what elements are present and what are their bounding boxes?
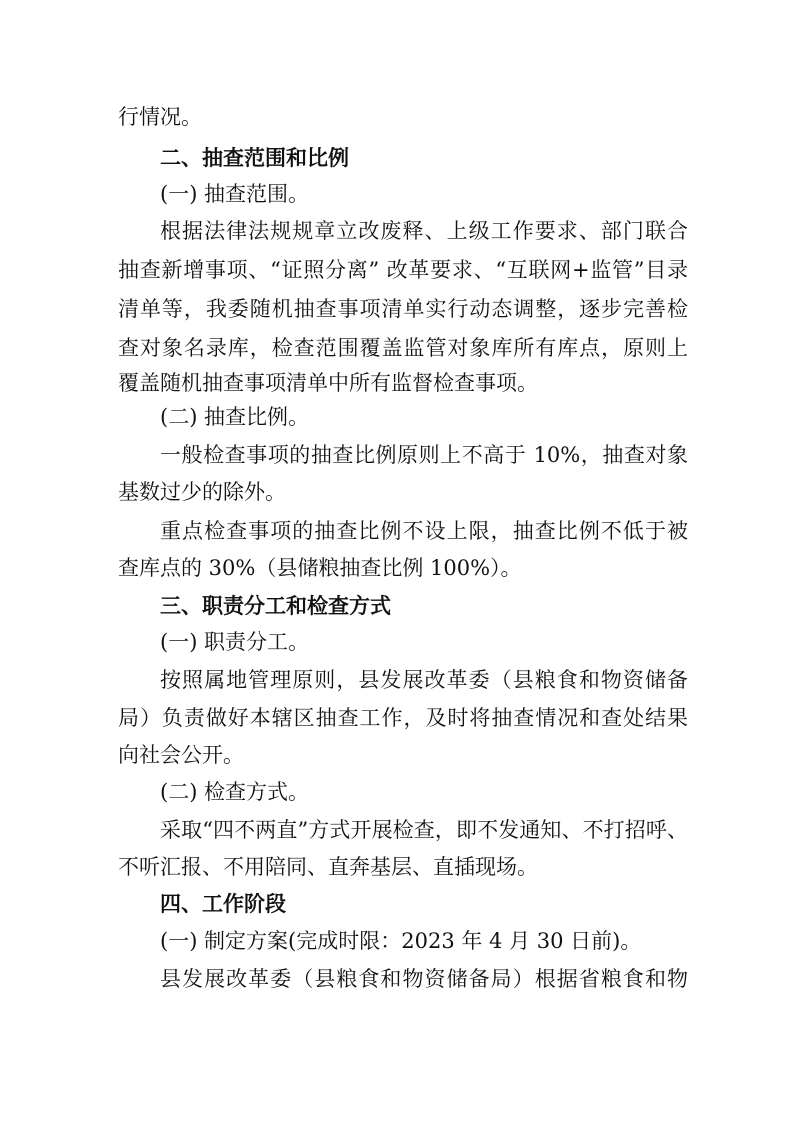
paragraph-continuation: 行情况。 [118, 105, 202, 129]
paragraph-line: 局）负责做好本辖区抽查工作，及时将抽查情况和查处结果 [118, 706, 688, 730]
paragraph-line: 重点检查事项的抽查比例不设上限，抽查比例不低于被 [160, 519, 688, 543]
paragraph-line: 不听汇报、不用陪同、直奔基层、直插现场。 [118, 855, 538, 879]
paragraph-line: 清单等，我委随机抽查事项清单实行动态调整，逐步完善检 [118, 297, 688, 321]
subsection-heading: (一) 抽查范围。 [160, 182, 310, 206]
paragraph-line: 查对象名录库，检查范围覆盖监管对象库所有库点，原则上 [118, 336, 688, 360]
paragraph-line: 采取“四不两直”方式开展检查，即不发通知、不打招呼、 [160, 818, 688, 842]
paragraph-line: 覆盖随机抽查事项清单中所有监督检查事项。 [118, 371, 538, 395]
paragraph-line: 向社会公开。 [118, 743, 244, 767]
subsection-heading: (二) 检查方式。 [160, 780, 310, 804]
paragraph-line: 一般检查事项的抽查比例原则上不高于 10%，抽查对象 [160, 443, 688, 467]
subsection-heading: (一) 职责分工。 [160, 630, 310, 654]
paragraph-line: 基数过少的除外。 [118, 480, 286, 504]
paragraph-line: 根据法律法规规章立改废释、上级工作要求、部门联合 [160, 219, 688, 243]
paragraph-line: 查库点的 30%（县储粮抽查比例 100%）。 [118, 556, 522, 580]
section-heading-2: 二、抽查范围和比例 [160, 146, 349, 170]
section-heading-3: 三、职责分工和检查方式 [160, 594, 391, 618]
paragraph-line: 县发展改革委（县粮食和物资储备局）根据省粮食和物 [160, 967, 688, 991]
paragraph-line: 抽查新增事项、“证照分离” 改革要求、“互联网+监管”目录 [118, 258, 688, 282]
paragraph-line: 按照属地管理原则，县发展改革委（县粮食和物资储备 [160, 668, 688, 692]
subsection-heading: (一) 制定方案(完成时限：2023 年 4 月 30 日前)。 [160, 929, 642, 953]
section-heading-4: 四、工作阶段 [160, 892, 286, 916]
subsection-heading: (二) 抽查比例。 [160, 405, 310, 429]
